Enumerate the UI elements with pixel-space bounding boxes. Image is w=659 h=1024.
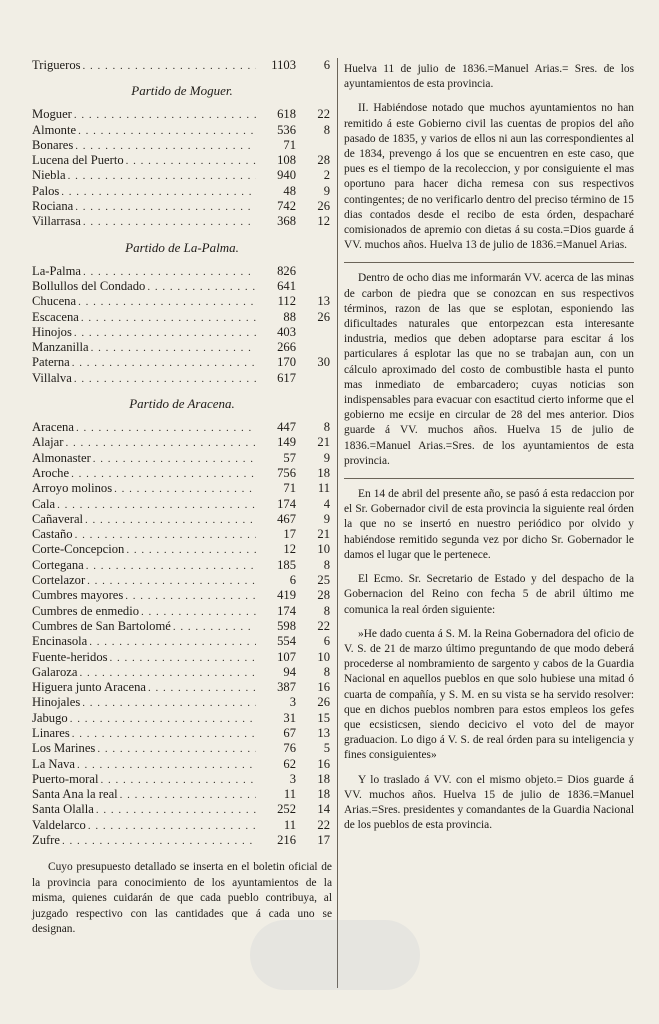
value-2: 22 (317, 817, 330, 832)
leader-dots (148, 681, 256, 696)
town-name: Escacena (32, 309, 79, 324)
town-name: Encinasola (32, 634, 88, 649)
list-item (32, 138, 332, 153)
value-2: 9 (323, 450, 330, 465)
list-item (32, 802, 332, 817)
section-rule (344, 262, 634, 263)
town-name: Cumbres de enmedio (32, 603, 140, 618)
list-item (32, 264, 332, 279)
value-2: 21 (317, 527, 330, 542)
town-name: Cañaveral (32, 511, 84, 526)
town-name: Cumbres mayores (32, 588, 124, 603)
district-heading: Partido de Moguer. (131, 83, 233, 99)
list-item (32, 619, 332, 634)
value-1: 11 (283, 817, 296, 832)
value-1: 467 (277, 511, 296, 526)
leader-dots (57, 498, 256, 513)
value-2: 26 (317, 309, 330, 324)
list-item (32, 123, 332, 138)
town-name: Alajar (32, 435, 64, 450)
value-1: 216 (277, 833, 296, 848)
value-1: 31 (283, 710, 296, 725)
leader-dots (75, 139, 256, 154)
leader-dots (82, 696, 256, 711)
value-1: 57 (283, 450, 296, 465)
list-item (32, 153, 332, 168)
value-1: 174 (277, 603, 296, 618)
value-2: 28 (317, 153, 330, 168)
list-item (32, 340, 332, 355)
value-1: 12 (283, 542, 296, 557)
leader-dots (89, 635, 256, 650)
column-divider (337, 58, 338, 988)
value-1: 6 (289, 573, 296, 588)
value-2: 9 (323, 183, 330, 198)
paragraph: Y lo traslado á VV. con el mismo objeto.= Dios guarde á VV. muchos años. Huelva 15 de julio de 1836.=Manuel Arias.=Sres. presidentes y comandantes de la Guardia Nacional de los pueblos de esta provincia. (344, 773, 634, 832)
value-1: 826 (277, 263, 296, 278)
district-sections (32, 81, 332, 848)
leader-dots (78, 124, 256, 139)
value-1: 107 (277, 649, 296, 664)
value-1: 252 (277, 802, 296, 817)
value-1: 266 (277, 340, 296, 355)
value-2: 8 (323, 420, 330, 435)
value-2: 28 (317, 588, 330, 603)
leader-dots (97, 742, 256, 757)
leader-dots (85, 513, 256, 528)
town-name: Aracena (32, 420, 74, 435)
leader-dots (68, 169, 256, 184)
town-name: Paterna (32, 355, 70, 370)
leader-dots (74, 326, 256, 341)
list-item (32, 757, 332, 772)
town-name: Villarrasa (32, 214, 81, 229)
value-2: 22 (317, 618, 330, 633)
town-name: Puerto-moral (32, 771, 99, 786)
town-name: Niebla (32, 168, 66, 183)
value-1: 71 (283, 481, 296, 496)
leader-dots (96, 803, 256, 818)
leader-dots (74, 108, 256, 123)
list-item (32, 371, 332, 386)
list-item (32, 650, 332, 665)
list-item (32, 695, 332, 710)
value-2: 6 (323, 634, 330, 649)
town-name: Cala (32, 496, 56, 511)
value-1: 108 (277, 153, 296, 168)
list-item (32, 310, 332, 325)
leader-dots (83, 59, 256, 74)
town-name: Higuera junto Aracena (32, 680, 146, 695)
leader-dots (120, 788, 256, 803)
value-2: 17 (317, 833, 330, 848)
town-name: Manzanilla (32, 340, 89, 355)
value-1: 1103 (271, 58, 296, 72)
leader-dots (114, 482, 256, 497)
list-item (32, 573, 332, 588)
leader-dots (87, 574, 256, 589)
value-1: 641 (277, 278, 296, 293)
value-2: 10 (317, 542, 330, 557)
value-2: 5 (323, 741, 330, 756)
value-2: 18 (317, 465, 330, 480)
value-2: 16 (317, 756, 330, 771)
leader-dots (83, 215, 256, 230)
list-item (32, 634, 332, 649)
list-item (32, 435, 332, 450)
town-name: Galaroza (32, 664, 78, 679)
list-item (32, 527, 332, 542)
paragraph: Huelva 11 de julio de 1836.=Manuel Arias.= Sres. de los ayuntamientos de esta provincia. (344, 63, 634, 91)
list-item (32, 512, 332, 527)
town-name: Aroche (32, 465, 70, 480)
section-rule (344, 478, 634, 479)
right-column (344, 62, 634, 842)
list-item (32, 184, 332, 199)
value-2: 14 (317, 802, 330, 817)
left-column (32, 58, 332, 937)
value-1: 403 (277, 324, 296, 339)
value-2: 12 (317, 214, 330, 229)
town-name: Villalva (32, 370, 72, 385)
leader-dots (141, 605, 256, 620)
town-name: Almonte (32, 122, 77, 137)
value-2: 21 (317, 435, 330, 450)
leader-dots (100, 773, 256, 788)
list-item (32, 325, 332, 340)
leader-dots (86, 559, 256, 574)
town-name: La Nava (32, 756, 76, 771)
value-2: 26 (317, 199, 330, 214)
town-name: Valdelarco (32, 817, 86, 832)
list-item (32, 741, 332, 756)
leader-dots (78, 295, 256, 310)
value-1: 536 (277, 122, 296, 137)
list-item (32, 726, 332, 741)
leader-dots (91, 341, 256, 356)
list-item (32, 558, 332, 573)
town-name: Chucena (32, 294, 77, 309)
value-1: 76 (283, 741, 296, 756)
budget-footnote: Cuyo presupuesto detallado se inserta en el boletin oficial de la provincia para conocimiento de los ayuntamientos de la misma, quienes cuidarán de que cada pueblo contribuya, al juzgado respectivo con las cantidades que á cada uno se designan. (32, 861, 332, 935)
district-heading: Partido de La-Palma. (125, 239, 239, 255)
list-item (32, 214, 332, 229)
leader-dots (79, 666, 256, 681)
town-name: Hinojales (32, 695, 81, 710)
value-1: 67 (283, 725, 296, 740)
town-name: Santa Ana la real (32, 787, 118, 802)
value-2: 11 (317, 481, 330, 496)
list-item (32, 772, 332, 787)
value-1: 756 (277, 465, 296, 480)
leader-dots (71, 467, 256, 482)
leader-dots (75, 528, 256, 543)
value-2: 15 (317, 710, 330, 725)
value-1: 62 (283, 756, 296, 771)
town-name: La-Palma (32, 263, 81, 278)
town-name: Bollullos del Condado (32, 278, 146, 293)
value-2: 6 (323, 58, 330, 72)
list-item (32, 711, 332, 726)
paragraph: »He dado cuenta á S. M. la Reina Gobernadora del oficio de V. S. de 21 de marzo último preguntando de que modo deberá procederse al nombramiento de sargento y cabos de la Guardia Nacional en aquellos pueblos en que solo hubiese una mitad ó cuarta de compañía, y S. M. en su vista se ha servido resolver: que en dichos pueblos nombren para estos empleos los gefes que ecsisticsen, siendo decicivo el voto del de mayor graduacion. Lo digo á V. S. de real órden para su inteligencia y fines consiguientes» (344, 627, 634, 762)
list-item (32, 481, 332, 496)
list-item (32, 680, 332, 695)
value-2: 8 (323, 664, 330, 679)
list-item (32, 497, 332, 512)
value-2: 18 (317, 787, 330, 802)
value-2: 4 (323, 496, 330, 511)
paragraph: II. Habiéndose notado que muchos ayuntamientos no han remitido á este Gobierno civil las cuentas de propios del año pasado de 1835, y varios de ellos ni aun las correspondientes al de 1834, prevengo á los que se encuentren en este caso, que pues es el tiempo de la recoleccion, y por consiguiente el mas oportuno para hacer dicha remesa con sus respectivos contingentes; de no verificarlo dentro del preciso término de 15 dias contados desde el recibo de esta órden, despacharé comisionados de apremio con dietas á su costa.=Dios guarde á VV. muchos años. Huelva 13 de julio de 1836.=Manuel Arias. (344, 102, 634, 252)
leader-dots (65, 436, 256, 451)
value-2: 13 (317, 725, 330, 740)
value-1: 3 (289, 771, 296, 786)
leader-dots (126, 543, 256, 558)
list-item (32, 818, 332, 833)
leader-dots (126, 154, 256, 169)
value-2: 8 (323, 603, 330, 618)
town-name: Castaño (32, 527, 73, 542)
value-1: 617 (277, 370, 296, 385)
value-1: 618 (277, 107, 296, 122)
leader-dots (77, 758, 256, 773)
town-name: Cortegana (32, 557, 84, 572)
town-name: Jabugo (32, 710, 68, 725)
list-item (32, 588, 332, 603)
value-1: 185 (277, 557, 296, 572)
leader-dots (74, 372, 256, 387)
leader-dots (81, 311, 256, 326)
leader-dots (76, 421, 256, 436)
town-name: Cumbres de San Bartolomé (32, 618, 171, 633)
leader-dots (62, 834, 256, 849)
leader-dots (110, 651, 256, 666)
paragraph: Dentro de ocho dias me informarán VV. acerca de las minas de carbon de piedra que se conozcan en sus respectivos términos, razon de las que se esplotan, esponiendo las dificultades naturales que entorpezcan esta interesante industria, medios que deben adoptarse para escitar á los particulares á esplotar las que no se trabajan aun, con un cálculo aproximado del costo de combustible hasta el punto mas inmediato de embarcadero; cuyas noticias son indispensables para evacuar con esactitud cierto informe que el gobierno me ecsije en circular de 28 del mes anterior. Dios guarde á VV. muchos años. Huelva 15 de julio de 1836.=Manuel Arias.=Sres. de los ayuntamientos de esta provincia. (344, 272, 634, 467)
list-item (32, 833, 332, 848)
value-1: 11 (283, 787, 296, 802)
value-2: 13 (317, 294, 330, 309)
value-1: 742 (277, 199, 296, 214)
value-1: 174 (277, 496, 296, 511)
list-item (32, 420, 332, 435)
value-1: 170 (277, 355, 296, 370)
leader-dots (88, 819, 256, 834)
value-2: 26 (317, 695, 330, 710)
value-1: 17 (283, 527, 296, 542)
list-item (32, 107, 332, 122)
leader-dots (61, 185, 256, 200)
value-1: 598 (277, 618, 296, 633)
town-name: Palos (32, 183, 60, 198)
paragraph: En 14 de abril del presente año, se pasó á esta redaccion por el Sr. Gobernador civil de esta provincia la siguiente real órden la que no se insertó en nuestro periódico por olvido y habiéndose remitido segunda vez por dicho Sr. Gobernador le damos el lugar que le pertenece. (344, 488, 634, 561)
value-1: 940 (277, 168, 296, 183)
leader-dots (72, 727, 256, 742)
leader-dots (83, 265, 256, 280)
town-name: Corte-Concepcion (32, 542, 125, 557)
town-name: Lucena del Puerto (32, 153, 124, 168)
town-name: Linares (32, 725, 70, 740)
value-2: 16 (317, 680, 330, 695)
paragraph: El Ecmo. Sr. Secretario de Estado y del despacho de la Gobernacion del Reino con fecha 5 de abril último me comunica la real órden siguiente: (344, 573, 634, 616)
list-item (32, 604, 332, 619)
value-1: 88 (283, 309, 296, 324)
list-item (32, 787, 332, 802)
watermark-stamp (250, 920, 420, 990)
value-1: 387 (277, 680, 296, 695)
list-item (32, 542, 332, 557)
town-name: Los Marines (32, 741, 96, 756)
value-2: 8 (323, 557, 330, 572)
leader-dots (70, 712, 256, 727)
list-item (32, 279, 332, 294)
value-1: 3 (289, 695, 296, 710)
value-2: 2 (323, 168, 330, 183)
list-item (32, 451, 332, 466)
town-name: Trigueros (32, 58, 81, 72)
town-name: Almonaster (32, 450, 91, 465)
district-heading: Partido de Aracena. (129, 396, 235, 412)
town-name: Cortelazor (32, 573, 86, 588)
town-name: Fuente-heridos (32, 649, 108, 664)
value-1: 419 (277, 588, 296, 603)
value-2: 25 (317, 573, 330, 588)
town-name: Rociana (32, 199, 74, 214)
town-name: Arroyo molinos (32, 481, 113, 496)
list-item (32, 58, 332, 73)
list-item (32, 168, 332, 183)
leader-dots (72, 356, 256, 371)
town-name: Santa Olalla (32, 802, 94, 817)
list-item (32, 466, 332, 481)
town-name: Zufre (32, 833, 60, 848)
value-1: 554 (277, 634, 296, 649)
value-2: 10 (317, 649, 330, 664)
value-2: 18 (317, 771, 330, 786)
value-1: 447 (277, 420, 296, 435)
list-item (32, 355, 332, 370)
list-item (32, 665, 332, 680)
value-2: 30 (317, 355, 330, 370)
value-1: 48 (283, 183, 296, 198)
value-1: 368 (277, 214, 296, 229)
value-1: 149 (277, 435, 296, 450)
list-item (32, 294, 332, 309)
list-item (32, 199, 332, 214)
value-1: 71 (283, 137, 296, 152)
value-2: 9 (323, 511, 330, 526)
leader-dots (147, 280, 256, 295)
value-2: 22 (317, 107, 330, 122)
leader-dots (93, 452, 256, 467)
value-1: 112 (277, 294, 296, 309)
value-2: 8 (323, 122, 330, 137)
value-1: 94 (283, 664, 296, 679)
leader-dots (125, 589, 256, 604)
leader-dots (75, 200, 256, 215)
town-name: Moguer (32, 107, 72, 122)
town-name: Hinojos (32, 324, 72, 339)
leader-dots (173, 620, 256, 635)
town-name: Bonares (32, 137, 74, 152)
